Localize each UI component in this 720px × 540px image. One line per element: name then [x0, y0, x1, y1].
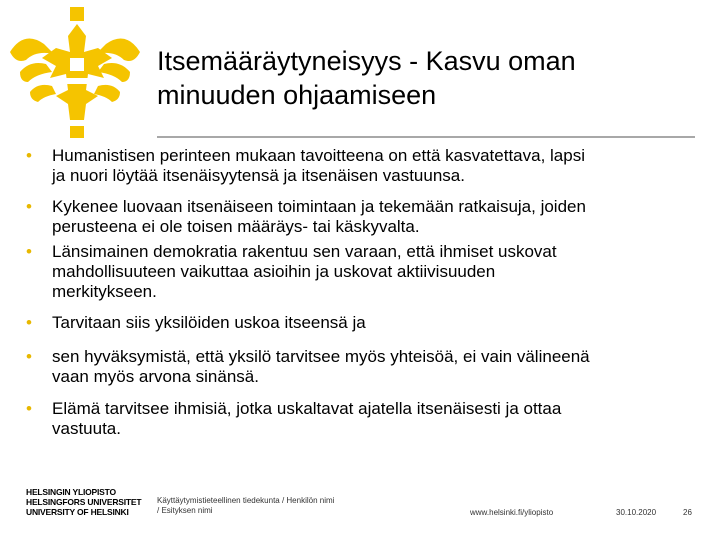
bullet-marker: • — [26, 242, 32, 261]
bullet-item — [26, 242, 696, 302]
bullet-item — [26, 347, 696, 387]
bullet-line: sen hyväksymistä, että yksilö tarvitsee myös yhteisöä, ei vain välineenä — [52, 347, 590, 366]
bullet-line: Tarvitaan siis yksilöiden uskoa itseensä ja — [52, 313, 366, 332]
footer-faculty-line-2: / Esityksen nimi — [157, 506, 213, 515]
footer-university-en: UNIVERSITY OF HELSINKI — [26, 507, 129, 517]
footer-url: www.helsinki.fi/yliopisto — [470, 508, 554, 517]
bullet-marker: • — [26, 197, 32, 216]
footer-university-sv: HELSINGFORS UNIVERSITET — [26, 497, 142, 507]
page-number: 26 — [683, 508, 692, 517]
bullet-line: mahdollisuuteen vaikuttaa asioihin ja uskovat aktiivisuuden — [52, 262, 496, 281]
bullet-line: Kykenee luovaan itsenäiseen toimintaan ja tekemään ratkaisuja, joiden — [52, 197, 586, 216]
slide-title-line-1: Itsemääräytyneisyys - Kasvu oman — [157, 46, 576, 76]
bullet-item — [26, 399, 696, 439]
footer-university-logo — [26, 487, 141, 517]
footer-date: 30.10.2020 — [616, 508, 657, 517]
footer-university-fi: HELSINGIN YLIOPISTO — [26, 487, 116, 497]
bullet-line: merkitykseen. — [52, 282, 157, 301]
bullet-item — [26, 313, 696, 333]
bullet-line: ja nuori löytää itsenäisyytensä ja itsenäisen vastuunsa. — [52, 166, 465, 185]
bullet-line: vastuuta. — [52, 419, 121, 438]
bullet-marker: • — [26, 313, 32, 332]
footer-faculty — [157, 496, 334, 516]
bullet-line: Länsimainen demokratia rakentuu sen varaan, että ihmiset uskovat — [52, 242, 557, 261]
bullet-line: Humanistisen perinteen mukaan tavoitteena on että kasvatettava, lapsi — [52, 146, 585, 165]
bullet-list — [26, 146, 696, 439]
bullet-marker: • — [26, 347, 32, 366]
university-flame-logo — [0, 0, 150, 150]
title-divider — [157, 136, 695, 138]
slide-title-line-2: minuuden ohjaamiseen — [157, 80, 437, 110]
bullet-item — [26, 146, 696, 186]
bullet-marker: • — [26, 146, 32, 165]
bullet-line: perusteena ei ole toisen määräys- tai käskyvalta. — [52, 217, 420, 236]
bullet-line: Elämä tarvitsee ihmisiä, jotka uskaltavat ajatella itsenäisesti ja ottaa — [52, 399, 562, 418]
footer-faculty-line-1: Käyttäytymistieteellinen tiedekunta / Henkilön nimi — [157, 496, 335, 505]
bullet-item — [26, 197, 696, 237]
slide-title — [157, 44, 697, 112]
bullet-line: vaan myös arvona sinänsä. — [52, 367, 259, 386]
bullet-marker: • — [26, 399, 32, 418]
